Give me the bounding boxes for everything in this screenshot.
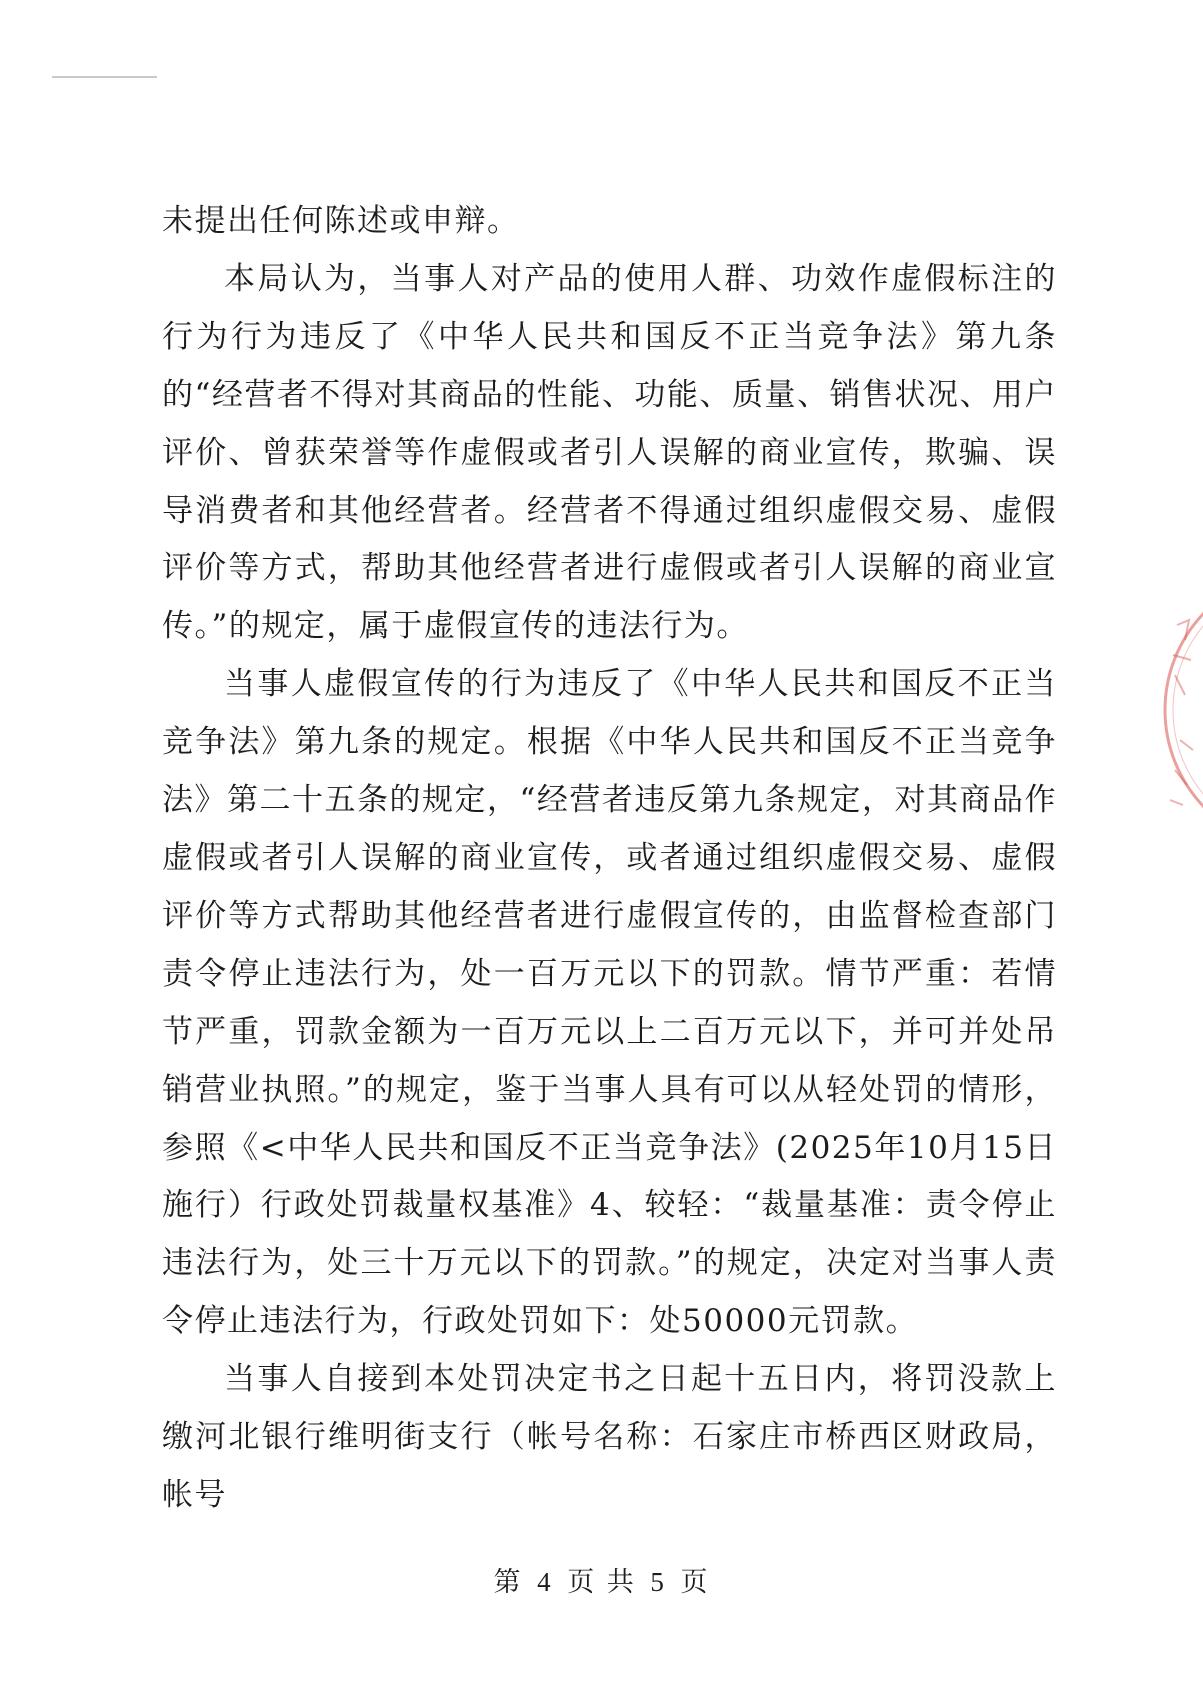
page-current-number: 4 bbox=[537, 1567, 553, 1597]
official-seal-fragment bbox=[1155, 600, 1203, 820]
document-body bbox=[162, 193, 1057, 1525]
page-label-suffix: 页 bbox=[680, 1567, 710, 1598]
page-label-middle: 页 共 bbox=[567, 1567, 636, 1598]
page-label-prefix: 第 bbox=[493, 1567, 523, 1598]
paragraph-continuation: 未提出任何陈述或申辩。 bbox=[162, 203, 520, 239]
paragraph-penalty-basis: 当事人虚假宣传的行为违反了《中华人民共和国反不正当竞争法》第九条的规定。根据《中华人民共和国反不正当竞争法》第二十五条的规定，“经营者违反第九条规定，对其商品作虚假或者引人误解的商业宣传，或者通过组织虚假交易、虚假评价等方式帮助其他经营者进行虚假宣传的，由监督检查部门责令停止违法行为，处一百万元以下的罚款。情节严重：若情节严重，罚款金额为一百万元以上二百万元以下，并可并处吊销营业执照。”的规定，鉴于当事人具有可以从轻处罚的情形，参照《<中华人民共和国反不正当竞争法》(2025年10月15日施行）行政处罚裁量权基准》4、较轻：“裁量基准：责令停止违法行为，处三十万元以下的罚款。”的规定，决定对当事人责令停止违法行为，行政处罚如下：处50000元罚款。 bbox=[162, 666, 1057, 1340]
paragraph-bureau-opinion: 本局认为，当事人对产品的使用人群、功效作虚假标注的行为行为违反了《中华人民共和国反不正当竞争法》第九条的“经营者不得对其商品的性能、功能、质量、销售状况、用户评价、曾获荣誉等作虚假或者引人误解的商业宣传，欺骗、误导消费者和其他经营者。经营者不得通过组织虚假交易、虚假评价等方式，帮助其他经营者进行虚假或者引人误解的商业宣传。”的规定，属于虚假宣传的违法行为。 bbox=[162, 260, 1057, 645]
page-total-number: 5 bbox=[650, 1567, 666, 1597]
scan-edge-mark bbox=[52, 76, 157, 78]
page-footer bbox=[0, 1560, 1203, 1599]
paragraph-payment-instruction: 当事人自接到本处罚决定书之日起十五日内，将罚没款上缴河北银行维明街支行（帐号名称：石家庄市桥西区财政局，帐号 bbox=[162, 1361, 1057, 1513]
